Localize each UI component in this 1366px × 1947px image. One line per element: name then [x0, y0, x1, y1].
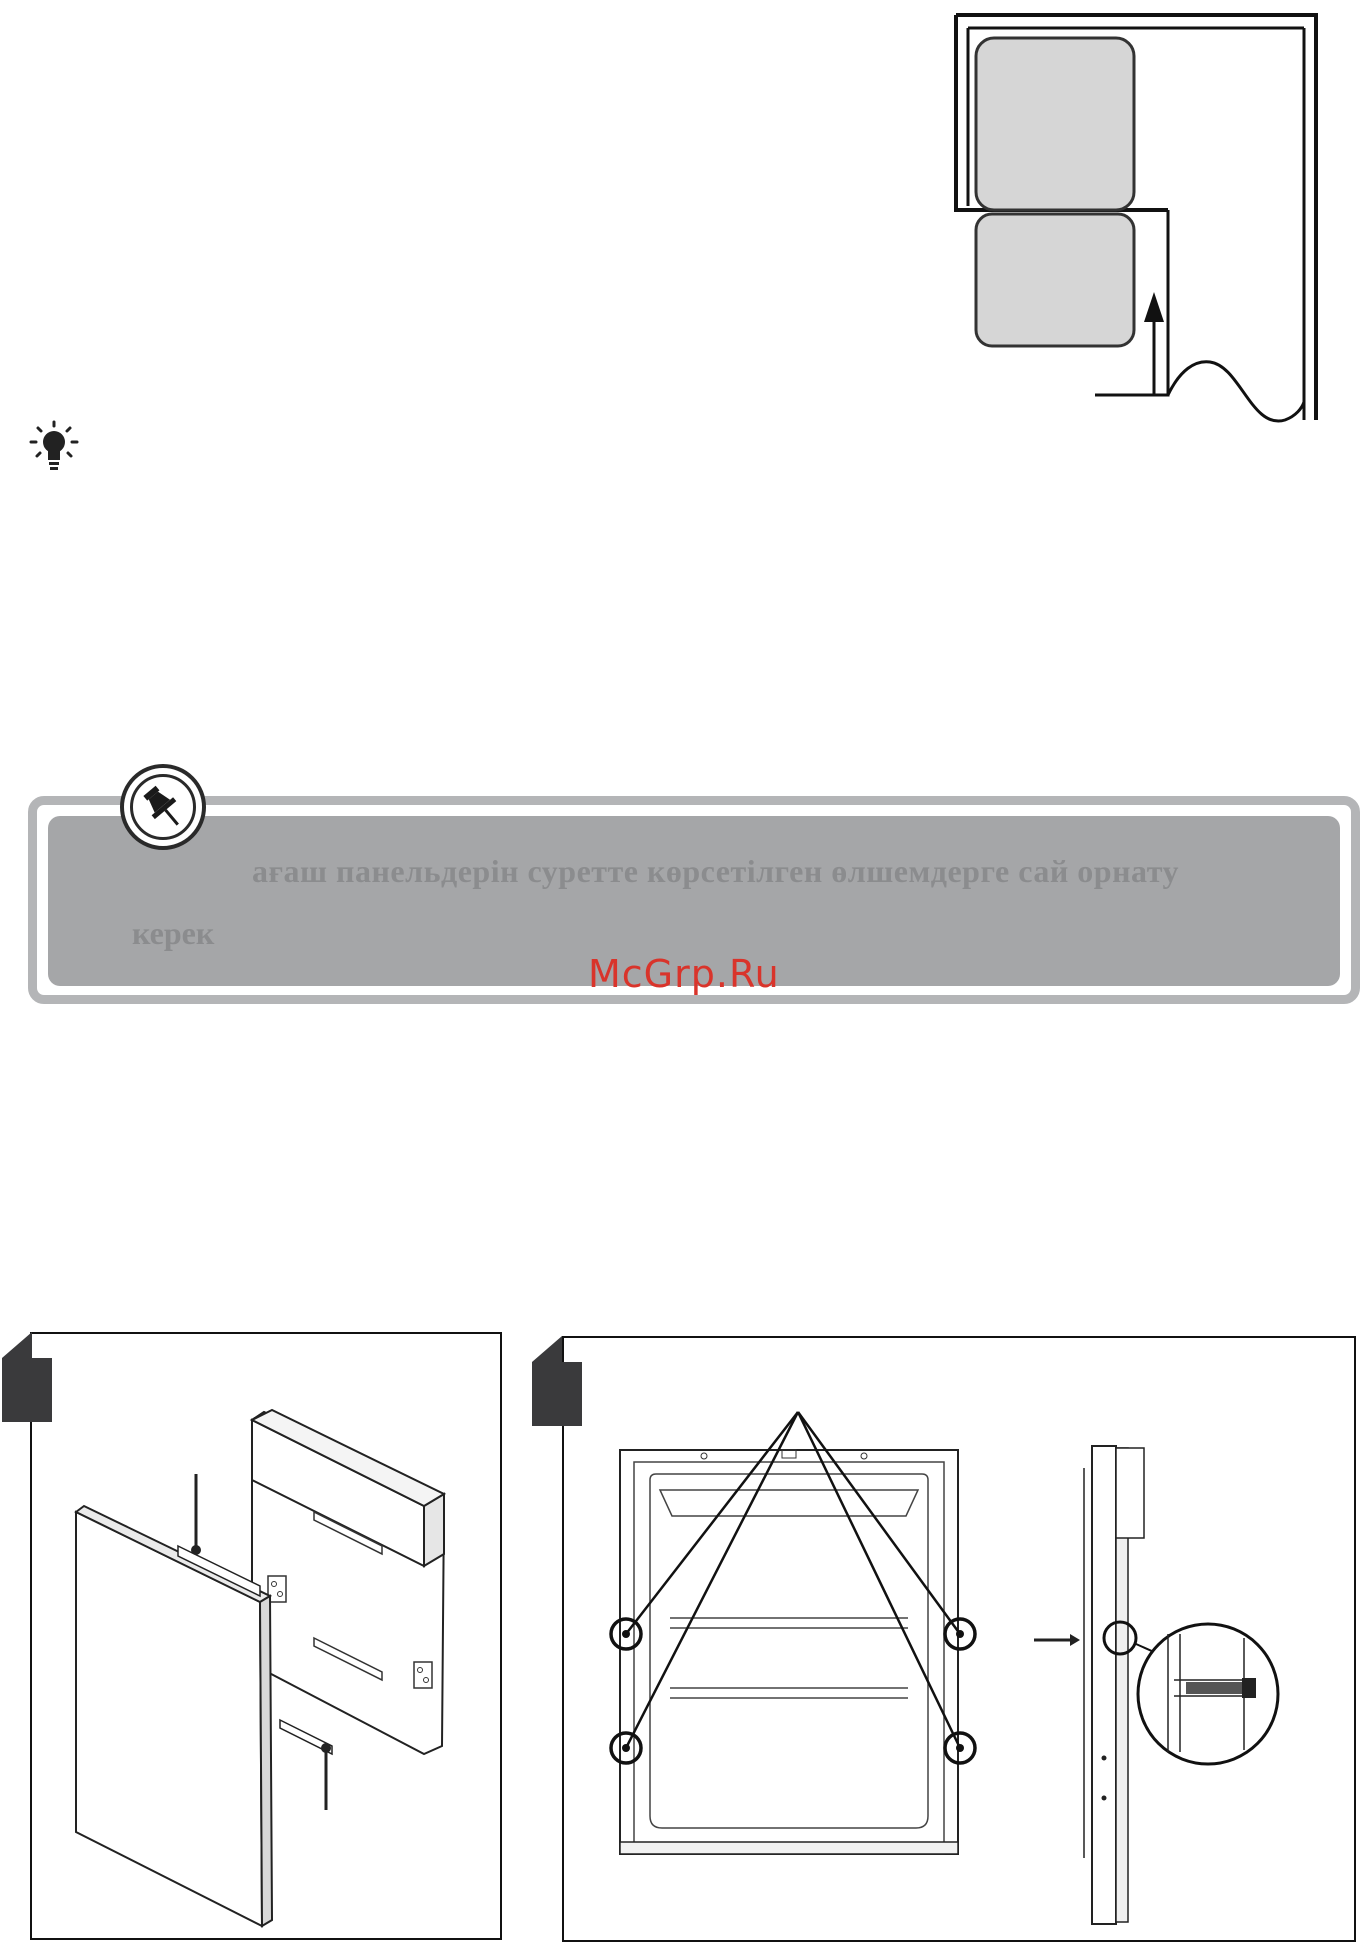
note-text-line-2: керек: [132, 915, 215, 951]
lightbulb-icon: [28, 420, 80, 476]
step-tab-1: [2, 1358, 52, 1422]
step-tab-2: [532, 1362, 582, 1426]
watermark: McGrp.Ru: [588, 952, 780, 996]
arrow-up-icon: [1144, 292, 1164, 322]
figure-screw-positions: [562, 1336, 1356, 1942]
figure-panel-attachment: [30, 1332, 502, 1940]
upper-appliance: [976, 38, 1134, 210]
step-tab-corner: [2, 1332, 32, 1360]
lower-appliance: [976, 214, 1134, 346]
step-tab-corner: [532, 1336, 562, 1364]
pushpin-icon: [120, 764, 206, 850]
cabinet-installation-diagram: [940, 10, 1320, 430]
note-text-line-1: ағаш панельдерін суретте көрсетілген өлшемдерге сай орнату: [252, 853, 1179, 889]
